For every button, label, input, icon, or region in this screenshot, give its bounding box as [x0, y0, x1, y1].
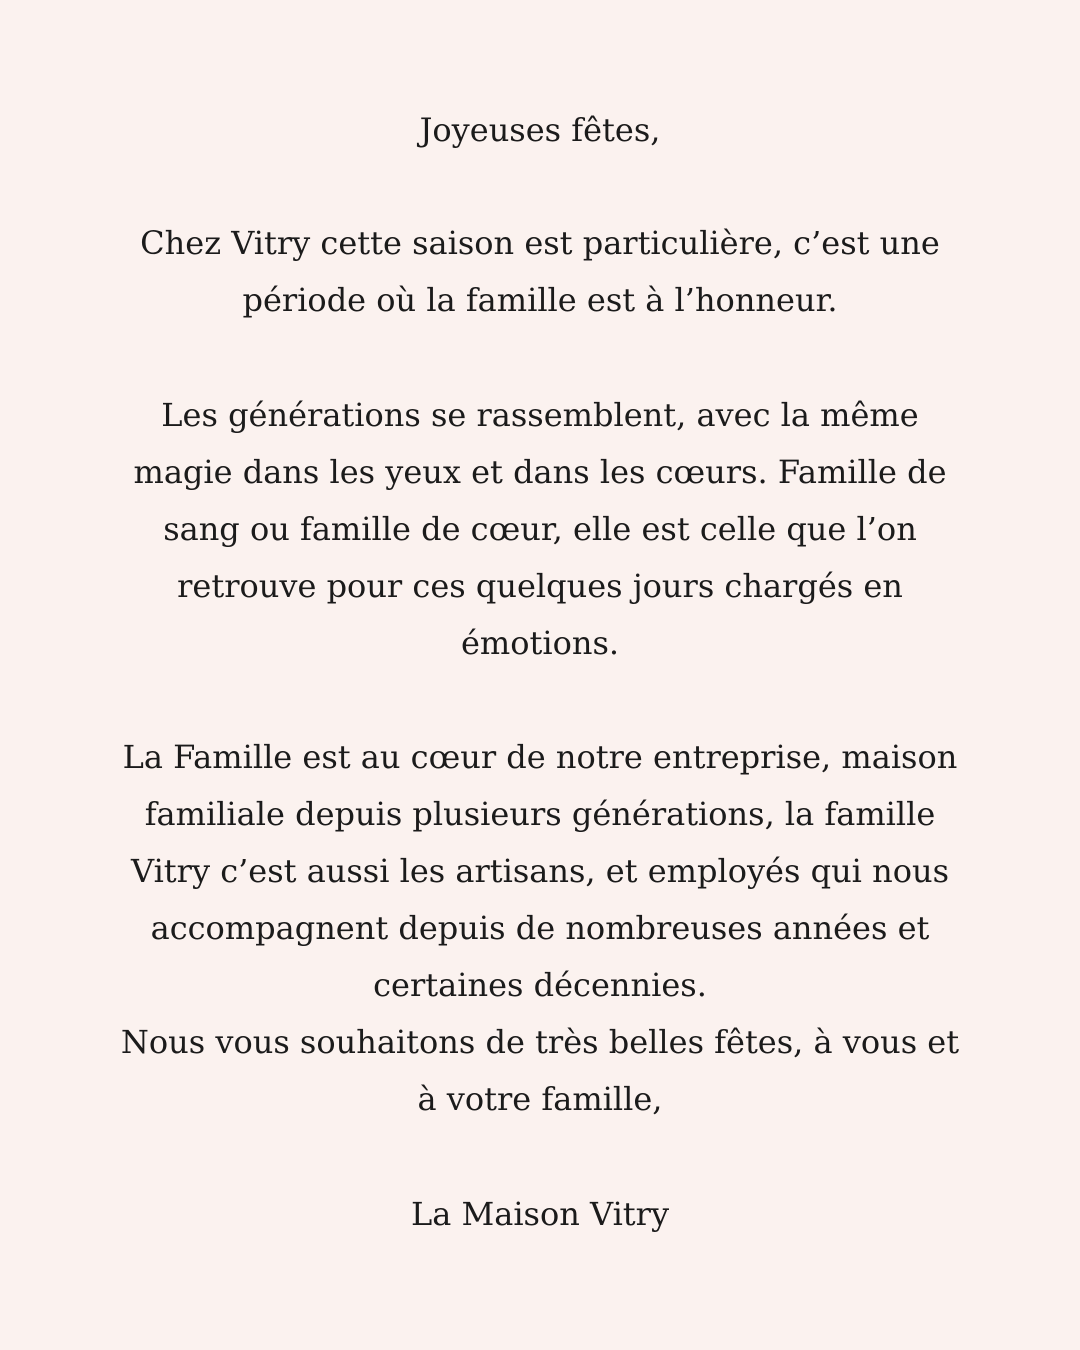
signature: La Maison Vitry — [410, 1195, 670, 1233]
paragraph-3-line-3: Vitry c’est aussi les artisans, et employés qui nous — [131, 852, 949, 890]
paragraph-2-line-1: Les générations se rassemblent, avec la même — [161, 396, 919, 434]
paragraph-2-line-3: sang ou famille de cœur, elle est celle que l’on — [163, 510, 917, 548]
paragraph-3-line-4: accompagnent depuis de nombreuses années et — [150, 909, 930, 947]
paragraph-1-line-1: Chez Vitry cette saison est particulière, c’est une — [140, 224, 940, 262]
paragraph-2-line-2: magie dans les yeux et dans les cœurs. Famille de — [133, 453, 947, 491]
paragraph-3-line-6: Nous vous souhaitons de très belles fêtes, à vous et — [120, 1023, 960, 1061]
paragraph-1-line-2: période où la famille est à l’honneur. — [242, 281, 838, 319]
paragraph-3-line-5: certaines décennies. — [373, 966, 707, 1004]
paragraph-3-line-7: à votre famille, — [417, 1080, 663, 1118]
paragraph-3-line-2: familiale depuis plusieurs générations, la famille — [144, 795, 936, 833]
paragraph-2-line-5: émotions. — [460, 624, 620, 662]
paragraph-2-line-4: retrouve pour ces quelques jours chargés en — [177, 567, 903, 605]
greeting: Joyeuses fêtes, — [419, 111, 661, 149]
paragraph-3-line-1: La Famille est au cœur de notre entreprise, maison — [122, 738, 958, 776]
